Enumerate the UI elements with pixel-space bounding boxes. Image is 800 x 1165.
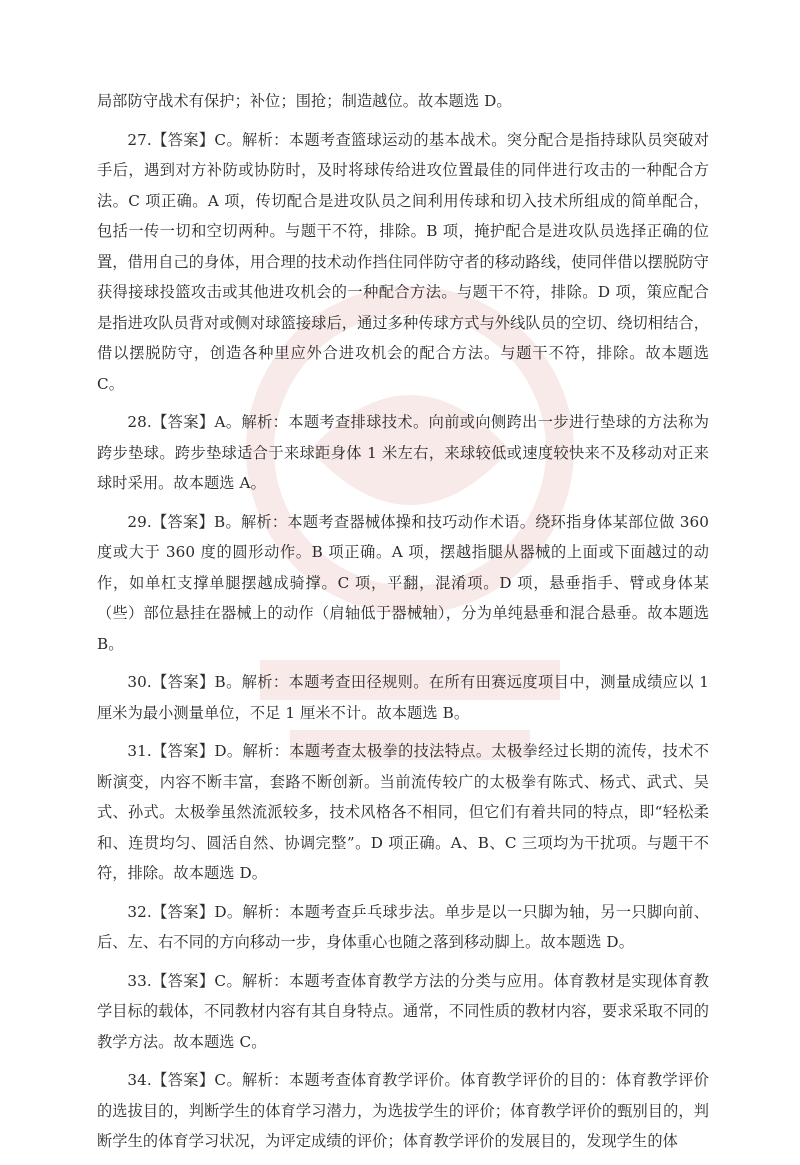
answer-28: 28.【答案】A。解析：本题考查排球技术。向前或向侧跨出一步进行垫球的方法称为跨步垫球。跨步垫球适合于来球距身体 1 米左右，来球较低或速度较快来不及移动对正来球时采用。故本题选 A。 <box>97 413 709 492</box>
answer-31: 31.【答案】D。解析：本题考查太极拳的技法特点。太极拳经过长期的流传，技术不断演变，内容不断丰富，套路不断创新。当前流传较广的太极拳有陈式、杨式、武式、吴式、孙式。太极拳虽然流派较多，技术风格各不相同，但它们有着共同的特点，即“轻松柔和、连贯均匀、圆活自然、协调完整”。D 项正确。A、B、C 三项均为干扰项。与题干不符，排除。故本题选 D。 <box>97 742 709 882</box>
paragraph-continuation: 局部防守战术有保护；补位；围抢；制造越位。故本题选 D。 <box>97 92 512 110</box>
answer-30: 30.【答案】B。解析：本题考查田径规则。在所有田赛远度项目中，测量成绩应以 1 厘米为最小测量单位，不足 1 厘米不计。故本题选 B。 <box>97 673 709 722</box>
answer-33: 33.【答案】C。解析：本题考查体育教学方法的分类与应用。体育教材是实现体育教学目标的载体，不同教材内容有其自身特点。通常，不同性质的教材内容，要求采取不同的教学方法。故本题选 C。 <box>97 971 709 1051</box>
answer-34: 34.【答案】C。解析：本题考查体育教学评价。体育教学评价的目的：体育教学评价的选拔目的，判断学生的体育学习潜力，为选拔学生的评价；体育教学评价的甄别目的，判断学生的体育学习状况，为评定成绩的评价；体育教学评价的发展目的，发现学生的体 <box>97 1071 709 1150</box>
answer-32: 32.【答案】D。解析：本题考查乒乓球步法。单步是以一只脚为轴，另一只脚向前、后、左、右不同的方向移动一步，身体重心也随之落到移动脚上。故本题选 D。 <box>97 902 709 951</box>
document-body <box>97 86 709 1165</box>
answer-27: 27.【答案】C。解析：本题考查篮球运动的基本战术。突分配合是指持球队员突破对手后，遇到对方补防或协防时，及时将球传给进攻位置最佳的同伴进行攻击的一种配合方法。C 项正确。A 项，传切配合是进攻队员之间利用传球和切入技术所组成的简单配合，包括一传一切和空切两种。与题干不符，排除。B 项，掩护配合是进攻队员选择正确的位置，借用自己的身体，用合理的技术动作挡住同伴防守者的移动路线，使同伴借以摆脱防守获得接球投篮攻击或其他进攻机会的一种配合方法。与题干不符，排除。D 项，策应配合是指进攻队员背对或侧对球篮接球后，通过多种传球方式与外线队员的空切、绕切相结合，借以摆脱防守，创造各种里应外合进攻机会的配合方法。与题干不符，排除。故本题选 C。 <box>97 130 709 393</box>
answer-29: 29.【答案】B。解析：本题考查器械体操和技巧动作术语。绕环指身体某部位做 360 度或大于 360 度的圆形动作。B 项正确。A 项，摆越指腿从器械的上面或下面越过的动作，如单杠支撑单腿摆越成骑撑。C 项，平翻，混淆项。D 项，悬垂指手、臂或身体某（些）部位悬挂在器械上的动作（肩轴低于器械轴），分为单纯悬垂和混合悬垂。故本题选 B。 <box>97 512 709 653</box>
